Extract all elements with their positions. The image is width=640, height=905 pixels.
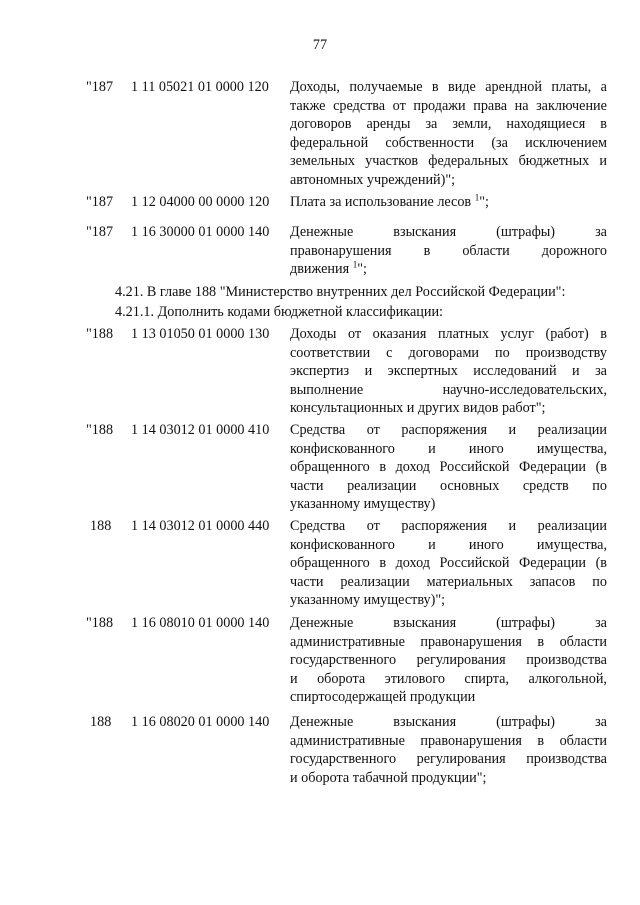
description-word: Федерации — [519, 555, 587, 572]
description-word: и — [428, 440, 436, 457]
description-tail: "; — [357, 261, 367, 278]
description-word: имущества, — [536, 536, 607, 553]
description-line — [290, 713, 607, 732]
kbk-code: 1 14 03012 01 0000 410 — [131, 422, 270, 438]
description-word: находящиеся — [506, 116, 586, 133]
description-line — [290, 633, 607, 652]
description-line — [290, 344, 607, 363]
kbk-code: 1 13 01050 01 0000 130 — [131, 326, 270, 342]
description-word: обращенного — [290, 555, 370, 572]
description-word: от — [347, 326, 362, 342]
description-tail: "; — [479, 194, 489, 210]
description-word: области — [462, 242, 510, 259]
description-word: (штрафы) — [496, 714, 556, 730]
entry-description — [290, 713, 607, 787]
footnote-mark: 1 — [352, 259, 358, 270]
description-line — [290, 381, 607, 400]
description-word: за — [595, 615, 607, 631]
description-word: взыскания — [393, 615, 457, 631]
description-word: и — [364, 363, 373, 380]
entry-description — [290, 517, 607, 610]
description-word: Денежные — [290, 224, 354, 240]
description-line: указанному имуществу)"; — [290, 592, 446, 609]
description-word: иного — [468, 536, 504, 553]
description-line — [290, 554, 607, 573]
description-word: Российской — [439, 459, 510, 476]
description-word: Федерации — [519, 459, 587, 476]
description-word: и — [508, 422, 517, 438]
description-word: доход — [395, 555, 430, 572]
description-word: правонарушения — [420, 633, 522, 650]
description-word: арендной — [485, 79, 542, 95]
description-line — [290, 573, 607, 592]
entry-description — [290, 223, 607, 279]
description-word: в — [379, 555, 387, 572]
description-word: этилового — [384, 670, 445, 687]
description-line: спиртосодержащей продукции — [290, 689, 476, 706]
description-word: и — [428, 536, 436, 553]
description-word: (штрафы) — [496, 615, 556, 631]
page-number: 77 — [312, 37, 328, 53]
description-word: административные — [290, 633, 405, 650]
description-line — [290, 536, 607, 555]
description-line — [290, 477, 607, 496]
description-line: и оборота табачной продукции"; — [290, 769, 487, 786]
description-word: производства — [526, 751, 607, 768]
description-word: выполнение — [290, 381, 364, 398]
description-word: производства — [526, 652, 607, 669]
description-word: государственного — [290, 751, 397, 768]
description-word: Денежные — [290, 714, 354, 730]
description-word: распоряжения — [401, 518, 487, 534]
description-word: материальных — [426, 573, 513, 590]
description-word: по — [495, 344, 510, 361]
admin-code: 188 — [90, 714, 112, 730]
description-word: в — [379, 459, 387, 476]
description-word: федеральных — [428, 153, 509, 170]
description-word: услуг — [500, 326, 534, 342]
description-line: указанному имуществу) — [290, 496, 436, 513]
description-word: (штрафы) — [496, 224, 556, 240]
description-line — [290, 732, 607, 751]
description-word: научно-исследовательских, — [442, 381, 607, 398]
admin-code: "188 — [86, 422, 114, 438]
admin-code: "187 — [86, 224, 114, 240]
description-word: и — [508, 518, 517, 534]
description-line — [290, 614, 607, 633]
description-word: иного — [468, 440, 504, 457]
description-word: имущества, — [536, 440, 607, 457]
description-word: Денежные — [290, 615, 354, 631]
footnote-mark: 1 — [474, 192, 480, 203]
description-line — [290, 242, 607, 261]
description-word: участков — [365, 153, 419, 170]
description-word: конфискованного — [290, 440, 395, 457]
description-word: в — [600, 326, 607, 342]
description-word: от — [392, 97, 406, 114]
description-word: реализации — [537, 518, 607, 534]
description-word: федеральной — [290, 134, 369, 151]
description-word: регулирования — [416, 751, 506, 768]
description-word: по — [592, 477, 607, 494]
description-word: экспертных — [387, 363, 458, 380]
description-word: продажи — [413, 97, 466, 114]
description-word: государственного — [290, 652, 397, 669]
description-word: регулирования — [416, 652, 506, 669]
description-line — [290, 223, 607, 242]
description-word: основных — [439, 477, 500, 494]
entry-description — [290, 421, 607, 514]
description-word: земельных — [290, 153, 355, 170]
description-word: (работ) — [545, 326, 589, 342]
description-line — [290, 421, 607, 440]
admin-code: "188 — [86, 615, 114, 631]
admin-code: 188 — [90, 518, 112, 534]
description-word: дорожного — [541, 242, 607, 259]
description-line — [290, 651, 607, 670]
description-word: взыскания — [393, 224, 457, 240]
description-word: алкогольной, — [528, 670, 607, 687]
entry-description — [290, 78, 607, 190]
description-word: по — [592, 573, 607, 590]
description-word: оказания — [372, 326, 427, 342]
description-word: исключением — [525, 134, 607, 151]
entry-description — [290, 614, 607, 707]
description-word: спирта, — [464, 670, 509, 687]
description-word: конфискованного — [290, 536, 395, 553]
description-word: с — [386, 344, 393, 361]
description-line — [290, 670, 607, 689]
description-word: земли, — [452, 116, 492, 133]
description-word: реализации — [537, 422, 607, 438]
description-word: распоряжения — [401, 422, 487, 438]
description-text: движения — [290, 261, 353, 278]
description-word: доход — [395, 459, 430, 476]
description-text: Плата за использование лесов — [290, 194, 475, 210]
description-line: консультационных и других видов работ"; — [290, 400, 546, 417]
description-word: запасов — [529, 573, 576, 590]
description-word: Доходы, — [290, 79, 340, 95]
description-line — [290, 325, 607, 344]
description-word: за — [425, 116, 438, 133]
description-word: за — [595, 224, 607, 240]
description-word: взыскания — [393, 714, 457, 730]
description-line — [290, 362, 607, 381]
kbk-code: 1 12 04000 00 0000 120 — [131, 194, 270, 210]
description-line: автономных учреждений)"; — [290, 171, 456, 188]
description-word: за — [595, 363, 607, 380]
description-word: договорами — [408, 344, 480, 361]
description-line — [290, 458, 607, 477]
description-word: административные — [290, 732, 405, 749]
kbk-code: 1 14 03012 01 0000 440 — [131, 518, 270, 534]
description-word: договоров — [290, 116, 352, 133]
description-word: собственности — [385, 134, 475, 151]
description-word: правонарушения — [290, 242, 392, 259]
description-word: заключение — [536, 97, 607, 114]
description-word: области — [559, 633, 607, 650]
description-word: средства — [333, 97, 386, 114]
description-line — [290, 440, 607, 459]
description-word: от — [366, 518, 380, 534]
kbk-code: 1 16 30000 01 0000 140 — [131, 224, 270, 240]
description-word: платных — [437, 326, 489, 342]
description-word: и — [290, 670, 298, 687]
description-word: в — [423, 242, 431, 259]
description-word: части — [290, 477, 324, 494]
description-word: соответствии — [290, 344, 371, 361]
description-word: также — [290, 97, 326, 114]
description-line — [290, 152, 607, 171]
description-word: правонарушения — [420, 732, 522, 749]
description-word: а — [600, 79, 607, 95]
description-word: части — [290, 573, 324, 590]
description-word: платы, — [551, 79, 592, 95]
admin-code: "188 — [86, 326, 114, 342]
admin-code: "187 — [86, 194, 114, 210]
description-word: на — [514, 97, 529, 114]
description-word: в — [537, 732, 545, 749]
description-word: Российской — [439, 555, 510, 572]
description-word: реализации — [340, 573, 410, 590]
description-word: за — [595, 714, 607, 730]
description-word: области — [559, 732, 607, 749]
description-word: аренды — [366, 116, 411, 133]
description-word: Доходы — [290, 326, 337, 342]
kbk-code: 1 11 05021 01 0000 120 — [131, 79, 269, 95]
description-word: Средства — [290, 518, 346, 534]
description-word: виде — [448, 79, 476, 95]
paragraph-4-21: 4.21. В главе 188 "Министерство внутренних дел Российской Федерации": — [115, 284, 566, 300]
description-word: в — [431, 79, 439, 95]
description-word: от — [366, 422, 380, 438]
description-word: (в — [595, 555, 607, 572]
paragraph-4-21-1: 4.21.1. Дополнить кодами бюджетной классификации: — [115, 304, 443, 320]
description-word: оборота — [317, 670, 366, 687]
entry-description — [290, 325, 607, 418]
admin-code: "187 — [86, 79, 114, 95]
description-word: и — [572, 363, 580, 380]
description-line — [290, 517, 607, 536]
description-line — [290, 78, 607, 97]
entry-description — [290, 193, 607, 212]
kbk-code: 1 16 08020 01 0000 140 — [131, 714, 270, 730]
description-word: получаемые — [349, 79, 423, 95]
description-word: исследований — [473, 363, 557, 380]
description-word: экспертиз — [290, 363, 350, 380]
description-word: права — [473, 97, 508, 114]
description-word: Средства — [290, 422, 346, 438]
description-word: обращенного — [290, 459, 370, 476]
description-word: бюджетных — [518, 153, 590, 170]
description-word: производству — [525, 344, 607, 361]
description-word: в — [537, 633, 545, 650]
description-line — [290, 134, 607, 153]
kbk-code: 1 16 08010 01 0000 140 — [131, 615, 270, 631]
description-line — [290, 97, 607, 116]
description-word: и — [599, 153, 607, 170]
description-word: средств — [522, 477, 569, 494]
description-word: реализации — [347, 477, 417, 494]
description-word: (за — [491, 134, 508, 151]
description-word: (в — [595, 459, 607, 476]
description-line — [290, 750, 607, 769]
description-line — [290, 115, 607, 134]
description-lines — [290, 223, 607, 260]
description-word: в — [600, 116, 607, 133]
